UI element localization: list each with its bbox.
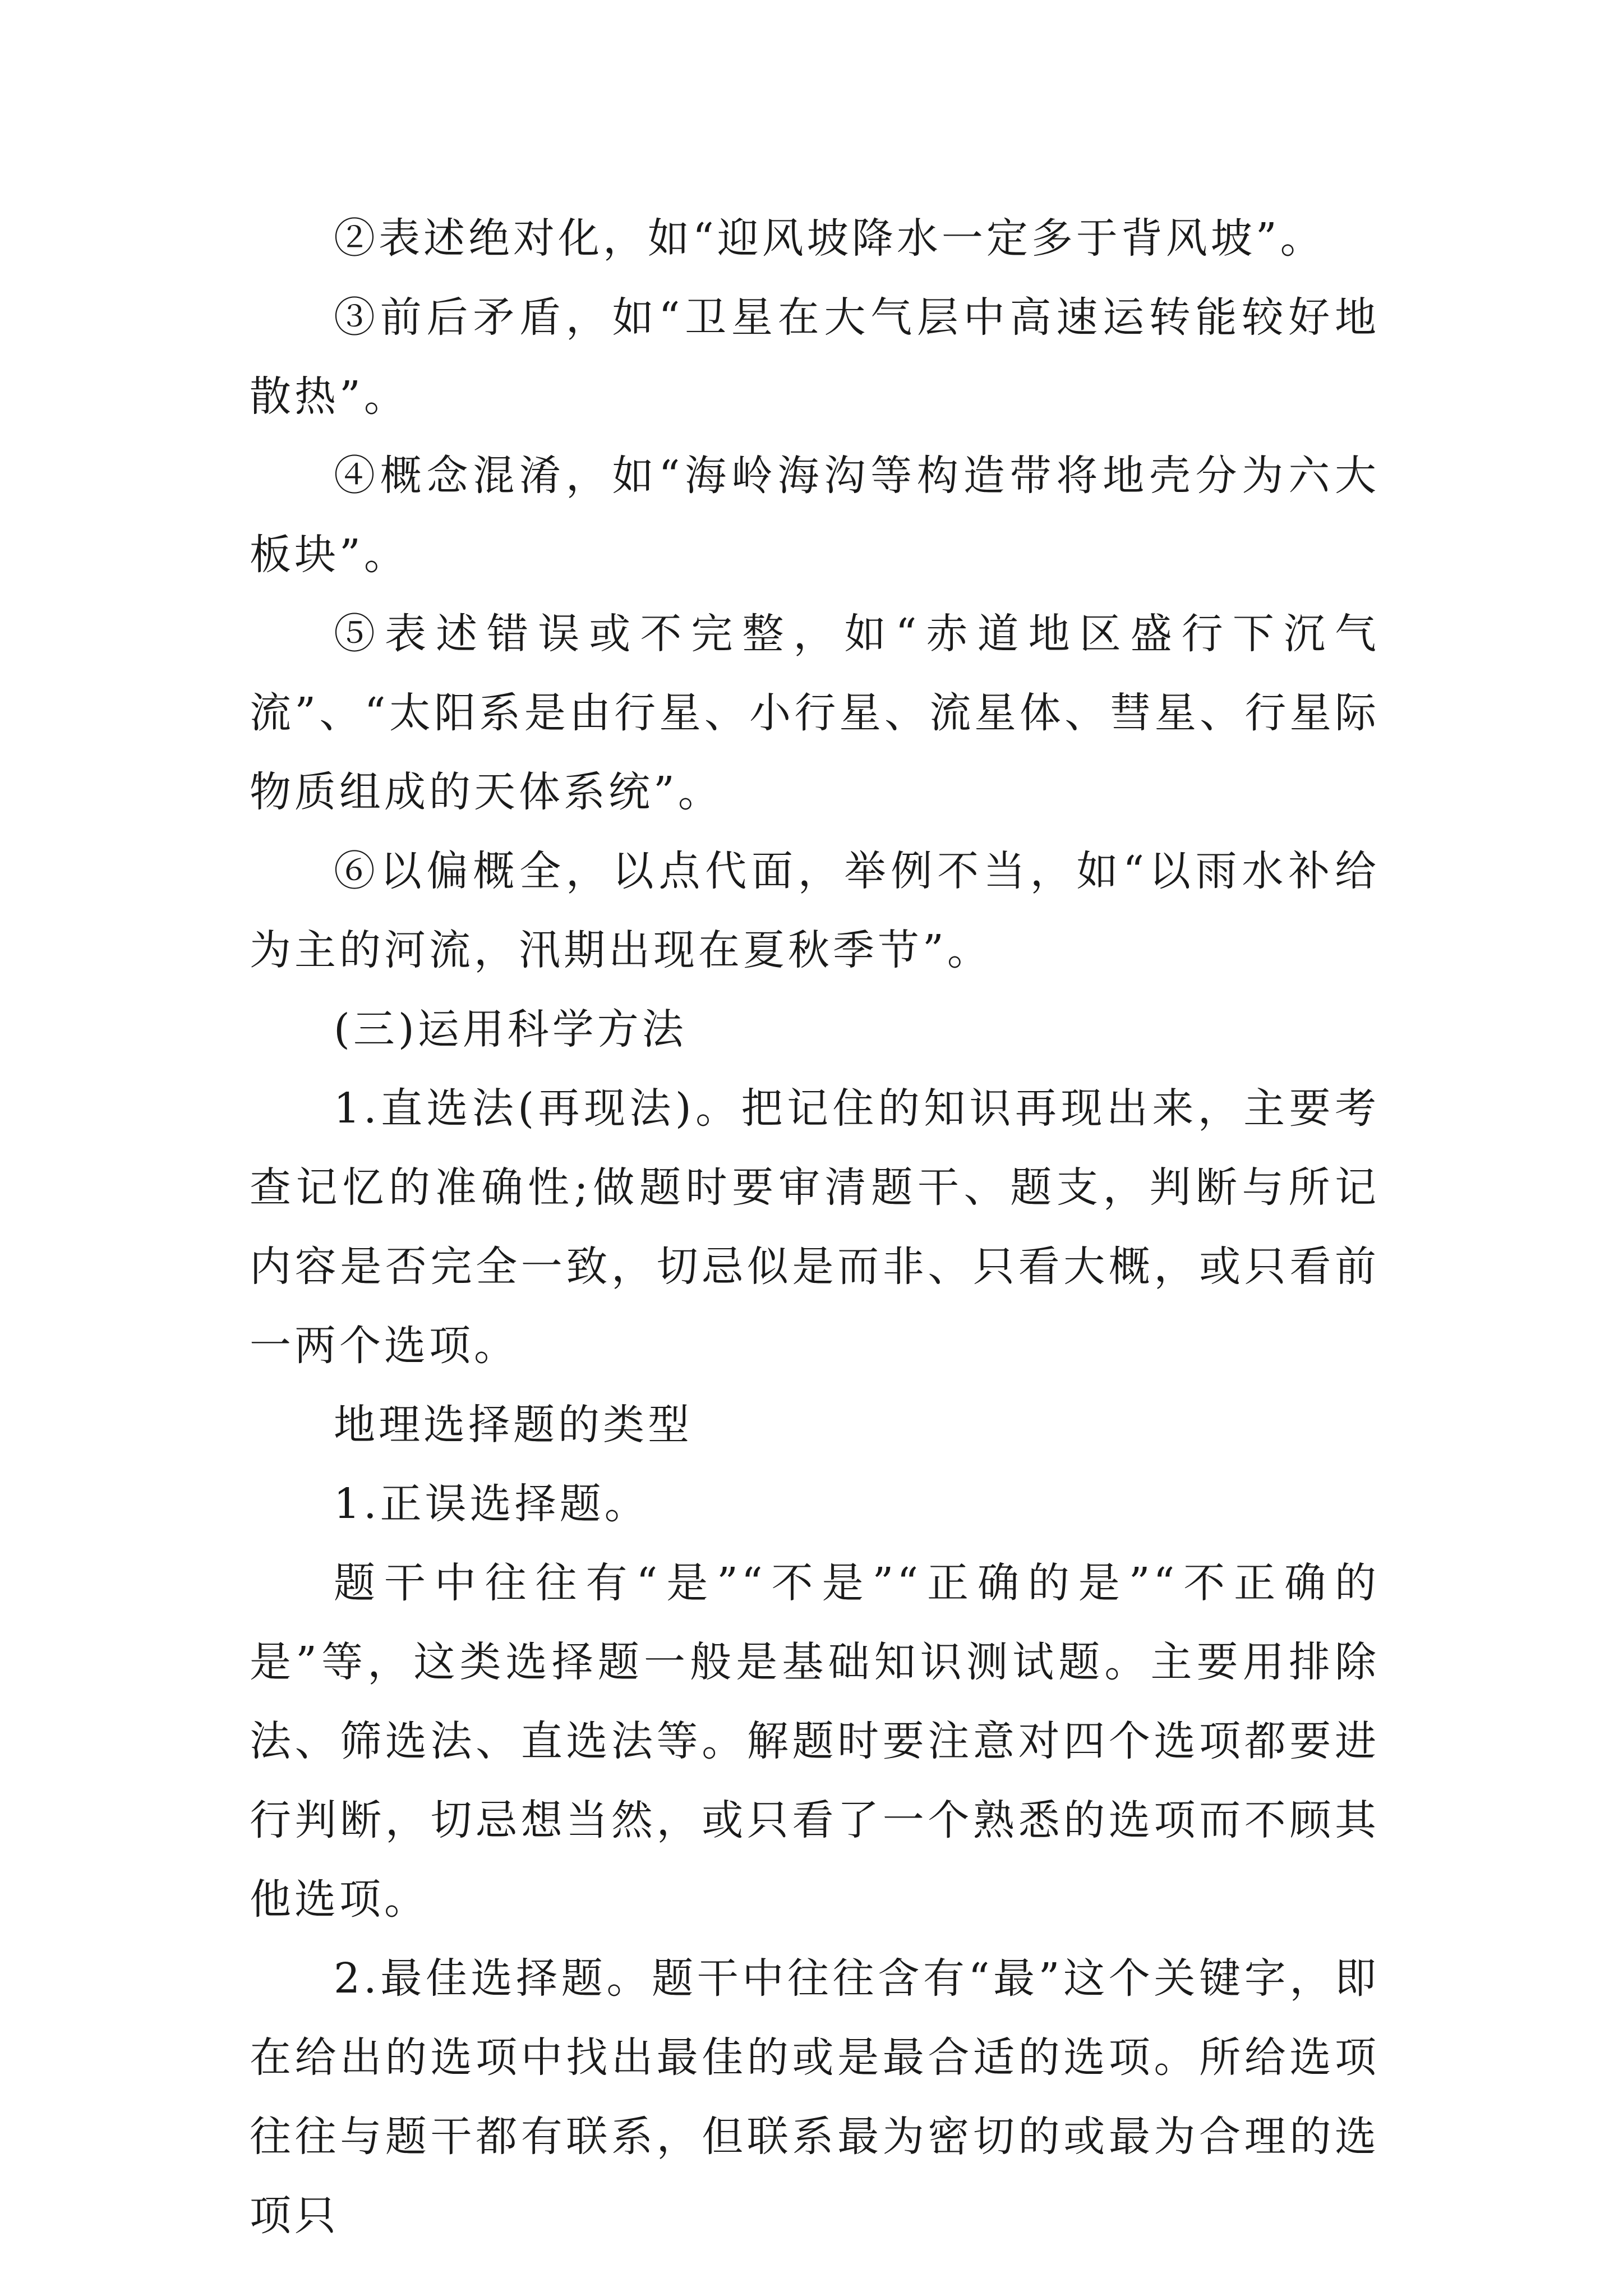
section-heading-scientific-method: (三)运用科学方法 xyxy=(334,1005,687,1053)
document-body xyxy=(250,199,1380,2256)
paragraph-contradiction: ③前后矛盾，如“卫星在大气层中高速运转能较好地散热”。 xyxy=(250,293,1380,421)
heading-question-types: 地理选择题的类型 xyxy=(334,1401,693,1449)
paragraph-concept-confusion: ④概念混淆，如“海岭海沟等构造带将地壳分为六大板块”。 xyxy=(250,452,1380,579)
paragraph-incorrect-statement: ⑤表述错误或不完整，如“赤道地区盛行下沉气流”、“太阳系是由行星、小行星、流星体、彗星、行星际物质组成的天体系统”。 xyxy=(250,610,1380,816)
heading-true-false-questions: 1.正误选择题。 xyxy=(334,1480,649,1528)
paragraph-true-false-description: 题干中往往有“是”“不是”“正确的是”“不正确的是”等，这类选择题一般是基础知识测试题。主要用排除法、筛选法、直选法等。解题时要注意对四个选项都要进行判断，切忌想当然，或只看了一个熟悉的选项而不顾其他选项。 xyxy=(250,1559,1380,1924)
paragraph-direct-selection: 1.直选法(再现法)。把记住的知识再现出来，主要考查记忆的准确性;做题时要审清题干、题支，判断与所记内容是否完全一致，切忌似是而非、只看大概，或只看前一两个选项。 xyxy=(250,1084,1380,1370)
paragraph-overgeneralization: ⑥以偏概全，以点代面，举例不当，如“以雨水补给为主的河流，汛期出现在夏秋季节”。 xyxy=(250,847,1380,974)
paragraph-absolute-statement: ②表述绝对化，如“迎风坡降水一定多于背风坡”。 xyxy=(334,214,1325,263)
paragraph-best-choice: 2.最佳选择题。题干中往往含有“最”这个关键字，即在给出的选项中找出最佳的或是最合适的选项。所给选项往往与题干都有联系，但联系最为密切的或最为合理的选项只 xyxy=(250,1954,1380,2240)
